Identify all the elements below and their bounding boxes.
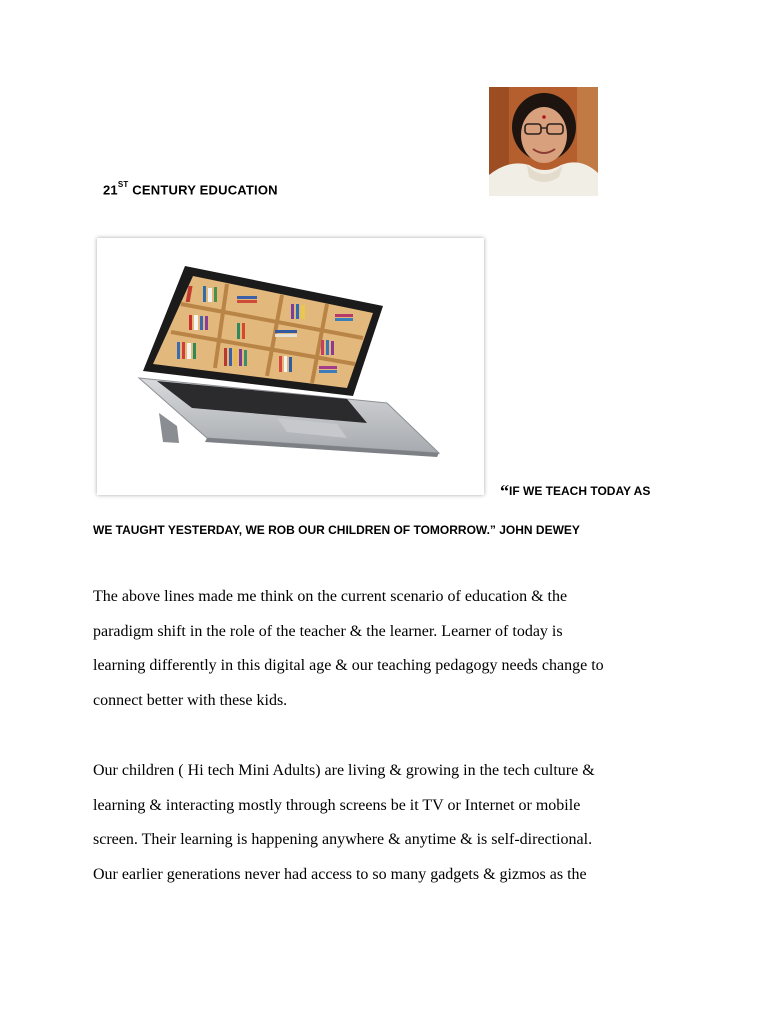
paragraph-line: Our earlier generations never had access to so many gadgets & gizmos as the xyxy=(93,865,587,883)
article-title xyxy=(103,182,278,197)
title-text: CENTURY EDUCATION xyxy=(128,182,278,198)
paragraph-1 xyxy=(93,580,693,718)
laptop-bookshelf-image xyxy=(97,238,484,495)
quote-text-1: IF WE TEACH TODAY AS xyxy=(509,484,651,498)
paragraph-line: learning differently in this digital age & our teaching pedagogy needs change to xyxy=(93,657,604,674)
paragraph-line: The above lines made me think on the current scenario of education & the xyxy=(93,588,568,605)
title-number: 21 xyxy=(103,182,118,198)
author-photo xyxy=(489,87,598,196)
quote-line-2: WE TAUGHT YESTERDAY, WE ROB OUR CHILDREN OF TOMORROW.” JOHN DEWEY xyxy=(93,523,580,537)
paragraph-line: paradigm shift in the role of the teacher & the learner. Learner of today is xyxy=(93,622,563,640)
quote-open-mark: “ xyxy=(500,481,509,501)
paragraph-line: learning & interacting mostly through screens be it TV or Internet or mobile xyxy=(93,796,581,814)
paragraph-line: screen. Their learning is happening anywhere & anytime & is self-directional. xyxy=(93,831,593,848)
title-superscript: ST xyxy=(117,180,129,189)
paragraph-2 xyxy=(93,754,693,892)
quote-line-1 xyxy=(500,481,651,501)
paragraph-line: Our children ( Hi tech Mini Adults) are living & growing in the tech culture & xyxy=(93,762,595,779)
paragraph-line: connect better with these kids. xyxy=(93,691,288,709)
laptop-illustration xyxy=(97,238,484,495)
